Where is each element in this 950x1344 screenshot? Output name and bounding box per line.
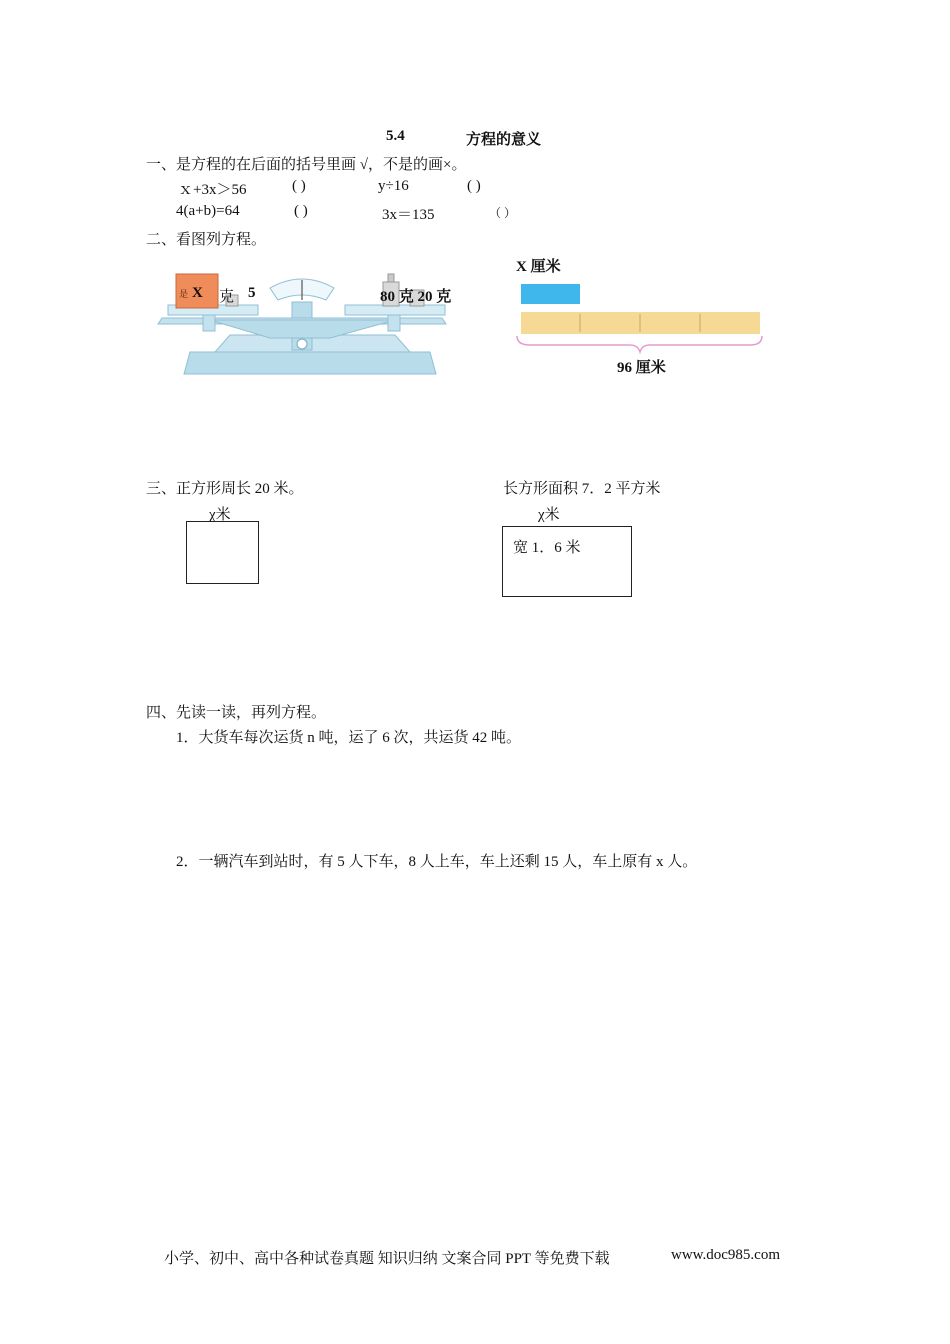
footer-url[interactable]: www.doc985.com — [671, 1247, 781, 1263]
equation-item-2: y÷16 — [378, 178, 409, 194]
bar-bottom-label: 96 厘米 — [617, 360, 666, 376]
section2-heading: 二、看图列方程。 — [146, 232, 267, 248]
scale-left-weight: 5 — [248, 285, 256, 301]
question-1: 1．大货车每次运货 n 吨，运了 6 次，共运货 42 吨。 — [176, 730, 522, 746]
scale-unknown-x: X — [192, 285, 203, 301]
bar-top-label: X 厘米 — [516, 259, 561, 275]
square-figure — [186, 521, 259, 584]
section4-heading: 四、先读一读，再列方程。 — [146, 705, 327, 721]
total-brace — [517, 336, 762, 352]
answer-paren-4[interactable]: （ ） — [489, 206, 517, 220]
footer-text: 小学、初中、高中各种试卷真题 知识归纳 文案合同 PPT 等免费下载 — [164, 1251, 610, 1267]
question-2: 2．一辆汽车到站时，有 5 人下车，8 人上车，车上还剩 15 人，车上原有 x 人。 — [176, 854, 698, 870]
rectangle-top-label: χ米 — [538, 507, 560, 523]
page-title: 方程的意义 — [466, 132, 542, 148]
x-segment-bar — [521, 284, 580, 304]
answer-paren-3[interactable]: ( ) — [294, 203, 308, 219]
scale-right-weights: 80 克 20 克 — [380, 289, 452, 305]
equation-item-3: 4(a+b)=64 — [176, 203, 240, 219]
square-side-label: χ米 — [209, 507, 231, 523]
page-title-number: 5.4 — [386, 128, 405, 144]
equation-item-4: 3x＝135 — [382, 207, 435, 223]
equation-item-1: ｘ+3x＞56 — [178, 182, 247, 198]
rectangle-heading: 长方形面积 7．2 平方米 — [503, 481, 661, 497]
section3-heading: 三、正方形周长 20 米。 — [146, 481, 304, 497]
answer-paren-2[interactable]: ( ) — [467, 178, 481, 194]
section1-heading: 一、是方程的在后面的括号里画 √，不是的画×。 — [146, 157, 467, 173]
answer-paren-1[interactable]: ( ) — [292, 178, 306, 194]
scale-small-label: 是 — [179, 289, 189, 299]
scale-unit-gram: 克 — [219, 289, 235, 305]
rectangle-width-label: 宽 1．6 米 — [513, 540, 581, 556]
